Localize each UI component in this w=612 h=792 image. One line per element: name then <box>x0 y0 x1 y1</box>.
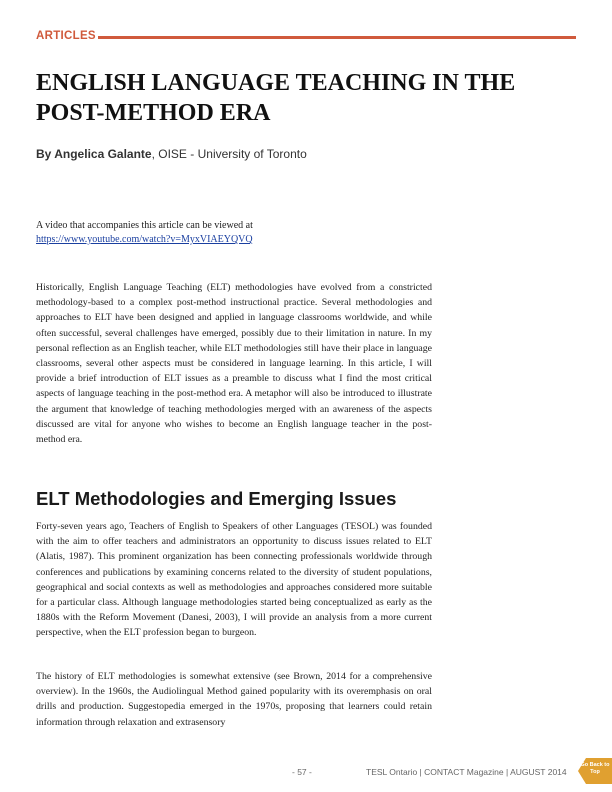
paragraph-tesol: Forty-seven years ago, Teachers of English to Speakers of other Languages (TESOL) was founded with the aim to offer teachers and administrators an opportunity to discuss issues related to ELT (Alatis, 1987). This prominent organization has been connecting professionals worldwide through conferences and publications by examining concerns related to the diversity of student populations, geographical and social contexts as well as methodologies and approaches considered more suitable for a particular class. Although language methodologies started being conceptualized as early as the 1880s with the Reform Movement (Danesi, 2003), I will provide an analysis from a more current perspective, when the ELT profession began to burgeon. <box>36 521 432 639</box>
publication-info: TESL Ontario | CONTACT Magazine | AUGUST 2014 <box>366 767 567 777</box>
section-rule <box>98 36 576 39</box>
byline-author: By Angelica Galante <box>36 147 152 161</box>
paragraph-intro: Historically, English Language Teaching (ELT) methodologies have evolved from a constricted methodology-based to a complex post-method instructional practice. Several methodologies and approaches to ELT have been designed and applied in language classrooms worldwide, and while often successful, several challenges have emerged, possibly due to their limitation in nature. In my personal reflection as an English teacher, while ELT methodologies still have their place in language classrooms, several other aspects must be considered in language learning. In this article, I will provide a brief introduction of ELT issues as a preamble to discuss what I find the most critical aspects of language teaching in the post-method era. A metaphor will also be introduced to illustrate the argument that knowledge of teaching methodologies merged with an awareness of the aspects discussed are vital for anyone who wishes to become an English language teacher in the post-method era. <box>36 282 432 446</box>
video-note <box>36 219 436 247</box>
byline <box>36 147 307 161</box>
page-footer <box>0 767 612 781</box>
video-link[interactable]: https://www.youtube.com/watch?v=MyxVIAEYQVQ <box>36 234 253 245</box>
page-number: - 57 - <box>292 767 312 777</box>
paragraph-history: The history of ELT methodologies is somewhat extensive (see Brown, 2014 for a comprehensive overview). In the 1960s, the Audiolingual Method gained popularity with its overemphasis on oral drills and production. Suggestopedia emerged in the 1970s, proposing that learners could retain information through relaxation and extrasensory <box>36 671 432 728</box>
section-label: ARTICLES <box>36 30 96 42</box>
go-back-label: Go Back to Top <box>580 762 610 775</box>
article-title: ENGLISH LANGUAGE TEACHING IN THE POST-METHOD ERA <box>36 70 516 126</box>
section-heading: ELT Methodologies and Emerging Issues <box>36 488 397 509</box>
byline-affiliation: , OISE - University of Toronto <box>151 147 307 161</box>
go-back-to-top-button[interactable] <box>578 758 612 784</box>
video-note-text: A video that accompanies this article can be viewed at <box>36 220 253 231</box>
